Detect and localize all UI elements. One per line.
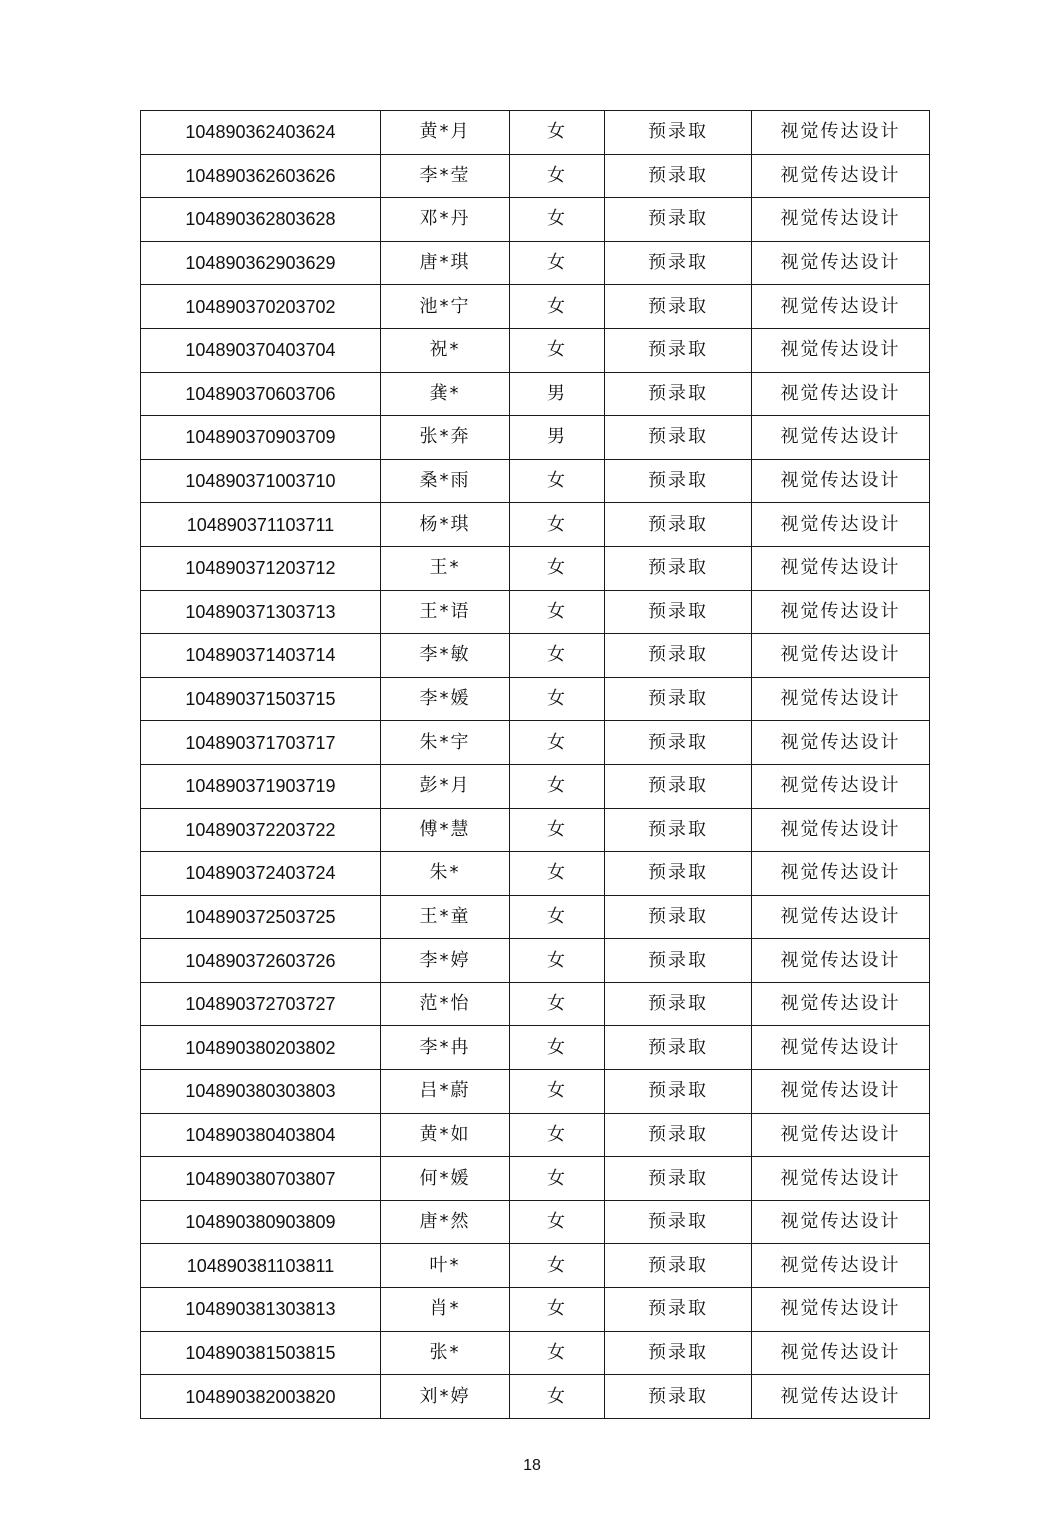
- table-row: [141, 154, 930, 198]
- candidate-id-cell: 104890370403704: [141, 328, 381, 372]
- table-row: [141, 1331, 930, 1375]
- major-cell: 视觉传达设计: [752, 198, 930, 242]
- status-cell: 预录取: [605, 111, 752, 155]
- major-cell: 视觉传达设计: [752, 1113, 930, 1157]
- name-cell: 朱*: [381, 852, 510, 896]
- table-row: [141, 1113, 930, 1157]
- gender-cell: 女: [510, 939, 605, 983]
- table-row: [141, 372, 930, 416]
- status-cell: 预录取: [605, 590, 752, 634]
- gender-cell: 女: [510, 1288, 605, 1332]
- major-cell: 视觉传达设计: [752, 1331, 930, 1375]
- candidate-id-cell: 104890380403804: [141, 1113, 381, 1157]
- candidate-id-cell: 104890371403714: [141, 634, 381, 678]
- gender-cell: 女: [510, 721, 605, 765]
- name-cell: 彭*月: [381, 764, 510, 808]
- candidate-id-cell: 104890371703717: [141, 721, 381, 765]
- status-cell: 预录取: [605, 503, 752, 547]
- table-row: [141, 677, 930, 721]
- name-cell: 刘*婷: [381, 1375, 510, 1419]
- gender-cell: 女: [510, 982, 605, 1026]
- gender-cell: 男: [510, 372, 605, 416]
- candidate-id-cell: 104890380303803: [141, 1070, 381, 1114]
- name-cell: 龚*: [381, 372, 510, 416]
- candidate-id-cell: 104890382003820: [141, 1375, 381, 1419]
- name-cell: 李*莹: [381, 154, 510, 198]
- status-cell: 预录取: [605, 1331, 752, 1375]
- table-row: [141, 198, 930, 242]
- name-cell: 池*宁: [381, 285, 510, 329]
- table-row: [141, 590, 930, 634]
- candidate-id-cell: 104890362403624: [141, 111, 381, 155]
- table-row: [141, 328, 930, 372]
- name-cell: 叶*: [381, 1244, 510, 1288]
- status-cell: 预录取: [605, 852, 752, 896]
- table-row: [141, 459, 930, 503]
- candidate-id-cell: 104890372203722: [141, 808, 381, 852]
- status-cell: 预录取: [605, 1026, 752, 1070]
- table-row: [141, 764, 930, 808]
- table-row: [141, 1244, 930, 1288]
- status-cell: 预录取: [605, 1244, 752, 1288]
- name-cell: 唐*然: [381, 1200, 510, 1244]
- name-cell: 唐*琪: [381, 241, 510, 285]
- name-cell: 肖*: [381, 1288, 510, 1332]
- gender-cell: 女: [510, 808, 605, 852]
- status-cell: 预录取: [605, 939, 752, 983]
- candidate-id-cell: 104890372703727: [141, 982, 381, 1026]
- candidate-id-cell: 104890362803628: [141, 198, 381, 242]
- major-cell: 视觉传达设计: [752, 1070, 930, 1114]
- name-cell: 何*媛: [381, 1157, 510, 1201]
- status-cell: 预录取: [605, 154, 752, 198]
- candidate-id-cell: 104890371503715: [141, 677, 381, 721]
- major-cell: 视觉传达设计: [752, 1026, 930, 1070]
- major-cell: 视觉传达设计: [752, 982, 930, 1026]
- name-cell: 王*童: [381, 895, 510, 939]
- status-cell: 预录取: [605, 372, 752, 416]
- name-cell: 李*媛: [381, 677, 510, 721]
- status-cell: 预录取: [605, 764, 752, 808]
- table-row: [141, 546, 930, 590]
- gender-cell: 女: [510, 328, 605, 372]
- status-cell: 预录取: [605, 895, 752, 939]
- gender-cell: 女: [510, 154, 605, 198]
- gender-cell: 男: [510, 416, 605, 460]
- table-row: [141, 503, 930, 547]
- table-row: [141, 416, 930, 460]
- candidate-id-cell: 104890362603626: [141, 154, 381, 198]
- table-row: [141, 1157, 930, 1201]
- candidate-id-cell: 104890381503815: [141, 1331, 381, 1375]
- name-cell: 黄*如: [381, 1113, 510, 1157]
- table-row: [141, 1375, 930, 1419]
- status-cell: 预录取: [605, 328, 752, 372]
- major-cell: 视觉传达设计: [752, 721, 930, 765]
- candidate-id-cell: 104890371103711: [141, 503, 381, 547]
- major-cell: 视觉传达设计: [752, 895, 930, 939]
- status-cell: 预录取: [605, 808, 752, 852]
- candidate-id-cell: 104890380203802: [141, 1026, 381, 1070]
- name-cell: 吕*蔚: [381, 1070, 510, 1114]
- major-cell: 视觉传达设计: [752, 1288, 930, 1332]
- candidate-id-cell: 104890371203712: [141, 546, 381, 590]
- name-cell: 李*敏: [381, 634, 510, 678]
- gender-cell: 女: [510, 1026, 605, 1070]
- gender-cell: 女: [510, 1331, 605, 1375]
- name-cell: 张*: [381, 1331, 510, 1375]
- name-cell: 朱*宇: [381, 721, 510, 765]
- major-cell: 视觉传达设计: [752, 764, 930, 808]
- major-cell: 视觉传达设计: [752, 1375, 930, 1419]
- gender-cell: 女: [510, 852, 605, 896]
- major-cell: 视觉传达设计: [752, 939, 930, 983]
- gender-cell: 女: [510, 198, 605, 242]
- name-cell: 李*婷: [381, 939, 510, 983]
- candidate-id-cell: 104890370603706: [141, 372, 381, 416]
- candidate-id-cell: 104890381103811: [141, 1244, 381, 1288]
- candidate-id-cell: 104890372403724: [141, 852, 381, 896]
- candidate-id-cell: 104890371003710: [141, 459, 381, 503]
- major-cell: 视觉传达设计: [752, 285, 930, 329]
- status-cell: 预录取: [605, 1157, 752, 1201]
- status-cell: 预录取: [605, 677, 752, 721]
- table-row: [141, 808, 930, 852]
- major-cell: 视觉传达设计: [752, 372, 930, 416]
- candidate-id-cell: 104890362903629: [141, 241, 381, 285]
- gender-cell: 女: [510, 1070, 605, 1114]
- candidate-id-cell: 104890372603726: [141, 939, 381, 983]
- status-cell: 预录取: [605, 416, 752, 460]
- page-number: 18: [523, 1457, 541, 1474]
- major-cell: 视觉传达设计: [752, 634, 930, 678]
- status-cell: 预录取: [605, 1288, 752, 1332]
- status-cell: 预录取: [605, 546, 752, 590]
- name-cell: 杨*琪: [381, 503, 510, 547]
- name-cell: 桑*雨: [381, 459, 510, 503]
- major-cell: 视觉传达设计: [752, 1200, 930, 1244]
- gender-cell: 女: [510, 1200, 605, 1244]
- name-cell: 范*怡: [381, 982, 510, 1026]
- table-row: [141, 285, 930, 329]
- candidate-id-cell: 104890380703807: [141, 1157, 381, 1201]
- name-cell: 邓*丹: [381, 198, 510, 242]
- table-row: [141, 982, 930, 1026]
- major-cell: 视觉传达设计: [752, 546, 930, 590]
- major-cell: 视觉传达设计: [752, 852, 930, 896]
- table-row: [141, 634, 930, 678]
- major-cell: 视觉传达设计: [752, 590, 930, 634]
- status-cell: 预录取: [605, 1375, 752, 1419]
- major-cell: 视觉传达设计: [752, 677, 930, 721]
- major-cell: 视觉传达设计: [752, 503, 930, 547]
- gender-cell: 女: [510, 590, 605, 634]
- table-row: [141, 1070, 930, 1114]
- status-cell: 预录取: [605, 198, 752, 242]
- gender-cell: 女: [510, 1375, 605, 1419]
- status-cell: 预录取: [605, 634, 752, 678]
- candidate-id-cell: 104890370903709: [141, 416, 381, 460]
- gender-cell: 女: [510, 285, 605, 329]
- status-cell: 预录取: [605, 1070, 752, 1114]
- gender-cell: 女: [510, 634, 605, 678]
- table-row: [141, 241, 930, 285]
- status-cell: 预录取: [605, 241, 752, 285]
- gender-cell: 女: [510, 546, 605, 590]
- gender-cell: 女: [510, 1113, 605, 1157]
- candidate-id-cell: 104890381303813: [141, 1288, 381, 1332]
- gender-cell: 女: [510, 503, 605, 547]
- status-cell: 预录取: [605, 285, 752, 329]
- gender-cell: 女: [510, 459, 605, 503]
- candidate-id-cell: 104890380903809: [141, 1200, 381, 1244]
- name-cell: 李*冉: [381, 1026, 510, 1070]
- gender-cell: 女: [510, 111, 605, 155]
- status-cell: 预录取: [605, 1113, 752, 1157]
- major-cell: 视觉传达设计: [752, 1244, 930, 1288]
- table-row: [141, 1288, 930, 1332]
- status-cell: 预录取: [605, 459, 752, 503]
- table-row: [141, 1026, 930, 1070]
- gender-cell: 女: [510, 1157, 605, 1201]
- candidate-id-cell: 104890371303713: [141, 590, 381, 634]
- admission-table: [140, 110, 930, 1419]
- status-cell: 预录取: [605, 982, 752, 1026]
- major-cell: 视觉传达设计: [752, 154, 930, 198]
- name-cell: 祝*: [381, 328, 510, 372]
- status-cell: 预录取: [605, 1200, 752, 1244]
- candidate-id-cell: 104890371903719: [141, 764, 381, 808]
- table-row: [141, 895, 930, 939]
- name-cell: 张*奔: [381, 416, 510, 460]
- name-cell: 王*: [381, 546, 510, 590]
- major-cell: 视觉传达设计: [752, 1157, 930, 1201]
- status-cell: 预录取: [605, 721, 752, 765]
- gender-cell: 女: [510, 895, 605, 939]
- name-cell: 王*语: [381, 590, 510, 634]
- table-row: [141, 111, 930, 155]
- major-cell: 视觉传达设计: [752, 328, 930, 372]
- gender-cell: 女: [510, 764, 605, 808]
- name-cell: 黄*月: [381, 111, 510, 155]
- table-row: [141, 721, 930, 765]
- major-cell: 视觉传达设计: [752, 241, 930, 285]
- major-cell: 视觉传达设计: [752, 416, 930, 460]
- gender-cell: 女: [510, 1244, 605, 1288]
- candidate-id-cell: 104890370203702: [141, 285, 381, 329]
- table-row: [141, 939, 930, 983]
- table-row: [141, 1200, 930, 1244]
- gender-cell: 女: [510, 677, 605, 721]
- admission-table-body: [141, 111, 930, 1419]
- major-cell: 视觉传达设计: [752, 459, 930, 503]
- candidate-id-cell: 104890372503725: [141, 895, 381, 939]
- major-cell: 视觉传达设计: [752, 808, 930, 852]
- table-row: [141, 852, 930, 896]
- gender-cell: 女: [510, 241, 605, 285]
- name-cell: 傅*慧: [381, 808, 510, 852]
- major-cell: 视觉传达设计: [752, 111, 930, 155]
